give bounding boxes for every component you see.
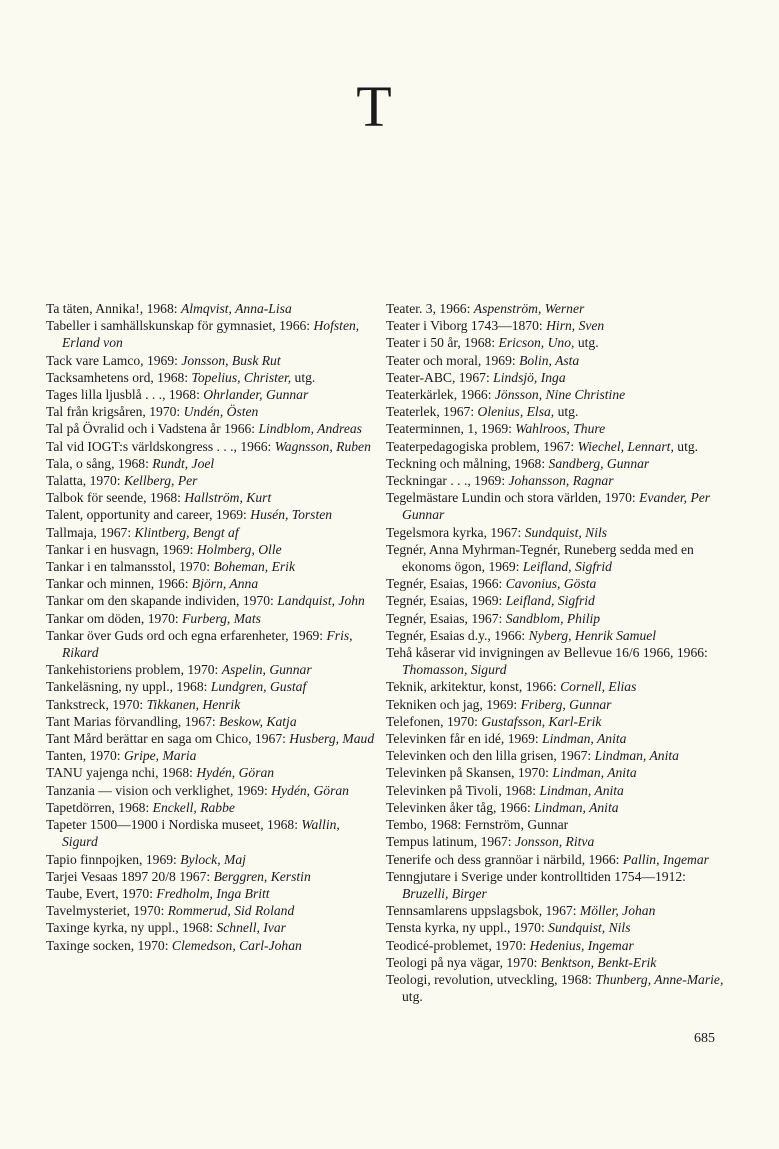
- index-entry: [46, 747, 376, 764]
- index-entry: [386, 489, 726, 523]
- index-entry: [386, 971, 726, 1005]
- entry-author: Lindsjö, Inga: [493, 369, 566, 385]
- index-entry: [46, 764, 376, 781]
- index-entry: [386, 954, 726, 971]
- index-entry: [46, 524, 376, 541]
- entry-author: Lindman, Anita: [542, 731, 627, 747]
- entry-suffix: utg.: [557, 404, 579, 420]
- index-entry: [46, 937, 376, 954]
- entry-author: Nyberg, Henrik Samuel: [528, 627, 657, 643]
- entry-title: Tallmaja, 1967:: [46, 524, 132, 540]
- entry-author: Klintberg, Bengt af: [134, 524, 239, 540]
- index-entry: [386, 747, 726, 764]
- entry-author: Gustafsson, Karl-Erik: [481, 713, 602, 729]
- entry-title: Tankehistoriens problem, 1970:: [46, 662, 219, 678]
- index-entry: [386, 833, 726, 850]
- index-entry: [46, 730, 376, 747]
- entry-author: Rommerud, Sid Roland: [167, 903, 295, 919]
- entry-title: Tal från krigsåren, 1970:: [46, 404, 181, 420]
- index-entry: [386, 575, 726, 592]
- entry-author: Furberg, Mats: [182, 610, 261, 626]
- entry-title: Tankar i en husvagn, 1969:: [46, 541, 194, 557]
- entry-author: Möller, Johan: [579, 903, 656, 919]
- entry-author: Olenius, Elsa,: [477, 404, 555, 420]
- index-entry: [386, 816, 726, 833]
- entry-title: Telefonen, 1970:: [386, 713, 478, 729]
- entry-title: Teknik, arkitektur, konst, 1966:: [386, 679, 557, 695]
- index-entry: [386, 851, 726, 868]
- index-entry: [46, 558, 376, 575]
- index-entry: [46, 455, 376, 472]
- index-entry: [386, 472, 726, 489]
- index-entry: [386, 386, 726, 403]
- entry-author: Thomasson, Sigurd: [402, 662, 507, 678]
- entry-author: Pallin, Ingemar: [622, 851, 709, 867]
- entry-title: Taxinge socken, 1970:: [46, 937, 169, 953]
- index-entry: [386, 782, 726, 799]
- entry-author: Husén, Torsten: [250, 507, 333, 523]
- index-entry: [46, 868, 376, 885]
- entry-author: Benktson, Benkt-Erik: [540, 954, 657, 970]
- entry-title: Talatta, 1970:: [46, 473, 121, 489]
- index-entry: [46, 386, 376, 403]
- entry-title: Tankar över Guds ord och egna erfarenheter, 1969:: [46, 627, 324, 643]
- entry-author: Björn, Anna: [191, 576, 259, 592]
- entry-title: Teater i 50 år, 1968:: [386, 335, 496, 351]
- entry-title: Taxinge kyrka, ny uppl., 1968:: [46, 920, 214, 936]
- entry-title: Tala, o sång, 1968:: [46, 455, 149, 471]
- entry-author: Boheman, Erik: [213, 559, 295, 575]
- right-column: [386, 300, 726, 1005]
- entry-author: Lundgren, Gustaf: [210, 679, 307, 695]
- entry-author: Ohrlander, Gunnar: [203, 387, 309, 403]
- entry-author: Holmberg, Olle: [196, 541, 282, 557]
- entry-title: Teologi på nya vägar, 1970:: [386, 954, 538, 970]
- index-entry: [386, 764, 726, 781]
- index-entry: [46, 506, 376, 523]
- entry-title: Televinken och den lilla grisen, 1967:: [386, 748, 592, 764]
- entry-author: Wiechel, Lennart,: [577, 438, 674, 454]
- entry-author: Sandberg, Gunnar: [548, 455, 650, 471]
- entry-author: Tikkanen, Henrik: [146, 696, 241, 712]
- entry-title: Teologi, revolution, utveckling, 1968:: [386, 971, 592, 987]
- page-number: 685: [694, 1031, 715, 1046]
- entry-title: Tegelmästare Lundin och stora världen, 1970:: [386, 490, 636, 506]
- index-entry: [386, 799, 726, 816]
- entry-author: Fris, Rikard: [62, 627, 353, 661]
- index-entry: [46, 610, 376, 627]
- index-entry: [46, 592, 376, 609]
- index-entry: [386, 592, 726, 609]
- entry-suffix: utg.: [402, 989, 423, 1005]
- entry-author: Wagnsson, Ruben: [274, 438, 371, 454]
- index-entry: [386, 403, 726, 420]
- entry-title: Tankar om döden, 1970:: [46, 610, 179, 626]
- entry-title: Tennsamlarens uppslagsbok, 1967:: [386, 903, 577, 919]
- entry-author: Fredholm, Inga Britt: [156, 885, 270, 901]
- index-entry: [386, 420, 726, 437]
- index-entry: [386, 644, 726, 678]
- index-entry: [46, 541, 376, 558]
- index-entry: [386, 317, 726, 334]
- entry-title: Tenerife och dess grannöar i närbild, 1966:: [386, 851, 620, 867]
- entry-author: Beskow, Katja: [219, 713, 297, 729]
- entry-title: Tal vid IOGT:s världskongress . . ., 1966:: [46, 438, 272, 454]
- index-entry: [46, 438, 376, 455]
- entry-title: Tanten, 1970:: [46, 748, 121, 764]
- entry-title: Tack vare Lamco, 1969:: [46, 352, 178, 368]
- entry-title: Ta täten, Annika!, 1968:: [46, 301, 178, 316]
- entry-author: Clemedson, Carl-Johan: [171, 937, 302, 953]
- entry-title: Tembo, 1968: Fernström, Gunnar: [386, 817, 569, 833]
- entry-author: Sandblom, Philip: [505, 610, 601, 626]
- index-entry: [386, 438, 726, 455]
- entry-author: Wallin, Sigurd: [62, 817, 340, 850]
- index-entry: [46, 799, 376, 816]
- index-entry: [46, 627, 376, 661]
- entry-title: Teater. 3, 1966:: [386, 301, 471, 316]
- index-entry: [46, 851, 376, 868]
- entry-title: Talbok för seende, 1968:: [46, 490, 181, 506]
- section-letter: T: [356, 74, 392, 139]
- entry-author: Almqvist, Anna-Lisa: [180, 301, 292, 316]
- entry-title: Televinken åker tåg, 1966:: [386, 799, 531, 815]
- entry-author: Hydén, Göran: [271, 782, 349, 798]
- entry-author: Friberg, Gunnar: [520, 696, 612, 712]
- entry-title: Tabeller i samhällskunskap för gymnasiet, 1966:: [46, 318, 311, 334]
- entry-title: Tankar om den skapande individen, 1970:: [46, 593, 274, 609]
- index-entry: [386, 369, 726, 386]
- index-entry: [386, 300, 726, 317]
- entry-title: Teckningar . . ., 1969:: [386, 473, 506, 489]
- entry-author: Lindman, Anita: [539, 782, 624, 798]
- entry-title: Tapio finnpojken, 1969:: [46, 851, 177, 867]
- entry-title: Tapeter 1500—1900 i Nordiska museet, 1968:: [46, 817, 298, 833]
- entry-title: Teater-ABC, 1967:: [386, 369, 490, 385]
- entry-title: Tapetdörren, 1968:: [46, 799, 150, 815]
- entry-author: Aspenström, Werner: [473, 301, 585, 316]
- left-column: [46, 300, 376, 954]
- entry-author: Lindman, Anita: [552, 765, 637, 781]
- entry-title: Televinken får en idé, 1969:: [386, 731, 539, 747]
- entry-title: Tegnér, Esaias, 1969:: [386, 593, 503, 609]
- entry-author: Hallström, Kurt: [184, 490, 272, 506]
- entry-author: Evander, Per Gunnar: [402, 490, 711, 523]
- entry-title: Tegnér, Anna Myhrman-Tegnér, Runeberg sedda med en ekonoms ögon, 1969:: [386, 541, 694, 575]
- entry-title: Tankeläsning, ny uppl., 1968:: [46, 679, 208, 695]
- index-entry: [386, 919, 726, 936]
- index-entry: [386, 352, 726, 369]
- entry-author: Sundquist, Nils: [548, 920, 631, 936]
- entry-author: Bylock, Maj: [180, 851, 246, 867]
- entry-title: Tegnér, Esaias d.y., 1966:: [386, 627, 526, 643]
- entry-author: Johansson, Ragnar: [508, 473, 614, 489]
- entry-title: Tegelsmora kyrka, 1967:: [386, 524, 522, 540]
- entry-title: Teaterminnen, 1, 1969:: [386, 421, 512, 437]
- index-entry: [46, 713, 376, 730]
- entry-suffix: utg.: [677, 438, 699, 454]
- entry-author: Berggren, Kerstin: [213, 868, 311, 884]
- entry-author: Jönsson, Nine Christine: [494, 387, 626, 403]
- entry-title: Tegnér, Esaias, 1967:: [386, 610, 503, 626]
- index-entry: [386, 696, 726, 713]
- entry-author: Lindman, Anita: [594, 748, 679, 764]
- index-entry: [386, 455, 726, 472]
- index-entry: [46, 317, 376, 351]
- entry-suffix: utg.: [577, 335, 599, 351]
- index-entry: [386, 627, 726, 644]
- index-entry: [386, 524, 726, 541]
- entry-title: Tacksamhetens ord, 1968:: [46, 369, 189, 385]
- entry-author: Jonsson, Busk Rut: [181, 352, 281, 368]
- entry-title: Televinken på Skansen, 1970:: [386, 765, 549, 781]
- entry-title: Tankar i en talmansstol, 1970:: [46, 559, 211, 575]
- entry-title: Teaterpedagogiska problem, 1967:: [386, 438, 575, 454]
- index-entry: [46, 369, 376, 386]
- index-entry: [386, 713, 726, 730]
- index-entry: [386, 730, 726, 747]
- entry-author: Thunberg, Anne-Marie,: [595, 971, 724, 987]
- index-entry: [46, 352, 376, 369]
- entry-author: Hirn, Sven: [546, 318, 605, 334]
- index-entry: [46, 902, 376, 919]
- entry-suffix: utg.: [294, 369, 316, 385]
- entry-title: Tanzania — vision och verklighet, 1969:: [46, 782, 268, 798]
- entry-author: Topelius, Christer,: [191, 369, 292, 385]
- entry-author: Landquist, John: [277, 593, 365, 609]
- entry-title: Tenngjutare i Sverige under kontrolltiden 1754—1912:: [386, 868, 686, 884]
- entry-author: Lindman, Anita: [534, 799, 619, 815]
- index-entry: [386, 541, 726, 575]
- entry-title: Teaterlek, 1967:: [386, 404, 475, 420]
- index-entry: [386, 678, 726, 695]
- entry-title: Tankstreck, 1970:: [46, 696, 144, 712]
- index-entry: [386, 902, 726, 919]
- index-entry: [46, 300, 376, 317]
- entry-author: Leifland, Sigfrid: [522, 559, 612, 575]
- index-entry: [386, 610, 726, 627]
- entry-author: Cavonius, Gösta: [505, 576, 597, 592]
- entry-title: TANU yajenga nchi, 1968:: [46, 765, 193, 781]
- entry-author: Gripe, Maria: [123, 748, 197, 764]
- index-entry: [386, 937, 726, 954]
- index-entry: [386, 334, 726, 351]
- entry-author: Ericson, Uno,: [498, 335, 575, 351]
- entry-author: Hedenius, Ingemar: [529, 937, 634, 953]
- entry-author: Undén, Östen: [183, 404, 259, 420]
- index-entry: [46, 678, 376, 695]
- entry-title: Televinken på Tivoli, 1968:: [386, 782, 537, 798]
- entry-author: Aspelin, Gunnar: [221, 662, 312, 678]
- entry-title: Tensta kyrka, ny uppl., 1970:: [386, 920, 545, 936]
- entry-author: Hofsten, Erland von: [62, 318, 360, 351]
- entry-title: Tehå kåserar vid invigningen av Bellevue 16/6 1966, 1966:: [386, 645, 708, 661]
- entry-author: Schnell, Ivar: [216, 920, 286, 936]
- entry-title: Talent, opportunity and career, 1969:: [46, 507, 247, 523]
- entry-author: Hydén, Göran: [196, 765, 275, 781]
- entry-author: Leifland, Sigfrid: [505, 593, 595, 609]
- entry-author: Kellberg, Per: [123, 473, 198, 489]
- entry-author: Wahlroos, Thure: [515, 421, 606, 437]
- entry-author: Jonsson, Ritva: [514, 834, 595, 850]
- entry-author: Lindblom, Andreas: [258, 421, 362, 437]
- index-entry: [46, 919, 376, 936]
- entry-author: Bruzelli, Birger: [402, 885, 487, 901]
- entry-author: Sundquist, Nils: [524, 524, 608, 540]
- index-entry: [46, 885, 376, 902]
- entry-author: Rundt, Joel: [152, 455, 215, 471]
- index-entry: [46, 472, 376, 489]
- entry-title: Teckning och målning, 1968:: [386, 455, 546, 471]
- index-entry: [46, 420, 376, 437]
- entry-author: Enckell, Rabbe: [152, 799, 235, 815]
- entry-author: Husberg, Maud: [289, 731, 375, 747]
- entry-title: Tankar och minnen, 1966:: [46, 576, 189, 592]
- entry-title: Teodicé-problemet, 1970:: [386, 937, 527, 953]
- entry-title: Tant Mård berättar en saga om Chico, 1967:: [46, 731, 286, 747]
- entry-title: Teaterkärlek, 1966:: [386, 387, 492, 403]
- index-entry: [46, 816, 376, 850]
- index-entry: [46, 403, 376, 420]
- entry-title: Tempus latinum, 1967:: [386, 834, 512, 850]
- entry-title: Tant Marias förvandling, 1967:: [46, 713, 216, 729]
- entry-title: Tal på Övralid och i Vadstena år 1966:: [46, 421, 256, 437]
- index-entry: [46, 661, 376, 678]
- entry-author: Bolin, Asta: [519, 352, 580, 368]
- index-entry: [46, 575, 376, 592]
- entry-title: Taube, Evert, 1970:: [46, 885, 154, 901]
- entry-title: Tegnér, Esaias, 1966:: [386, 576, 503, 592]
- entry-title: Tarjei Vesaas 1897 20/8 1967:: [46, 868, 211, 884]
- index-entry: [46, 696, 376, 713]
- index-entry: [46, 782, 376, 799]
- entry-title: Tavelmysteriet, 1970:: [46, 903, 165, 919]
- index-entry: [46, 489, 376, 506]
- entry-title: Teater och moral, 1969:: [386, 352, 516, 368]
- entry-title: Tekniken och jag, 1969:: [386, 696, 518, 712]
- entry-title: Tages lilla ljusblå . . ., 1968:: [46, 387, 200, 403]
- entry-title: Teater i Viborg 1743—1870:: [386, 318, 543, 334]
- index-entry: [386, 868, 726, 902]
- entry-author: Cornell, Elias: [560, 679, 637, 695]
